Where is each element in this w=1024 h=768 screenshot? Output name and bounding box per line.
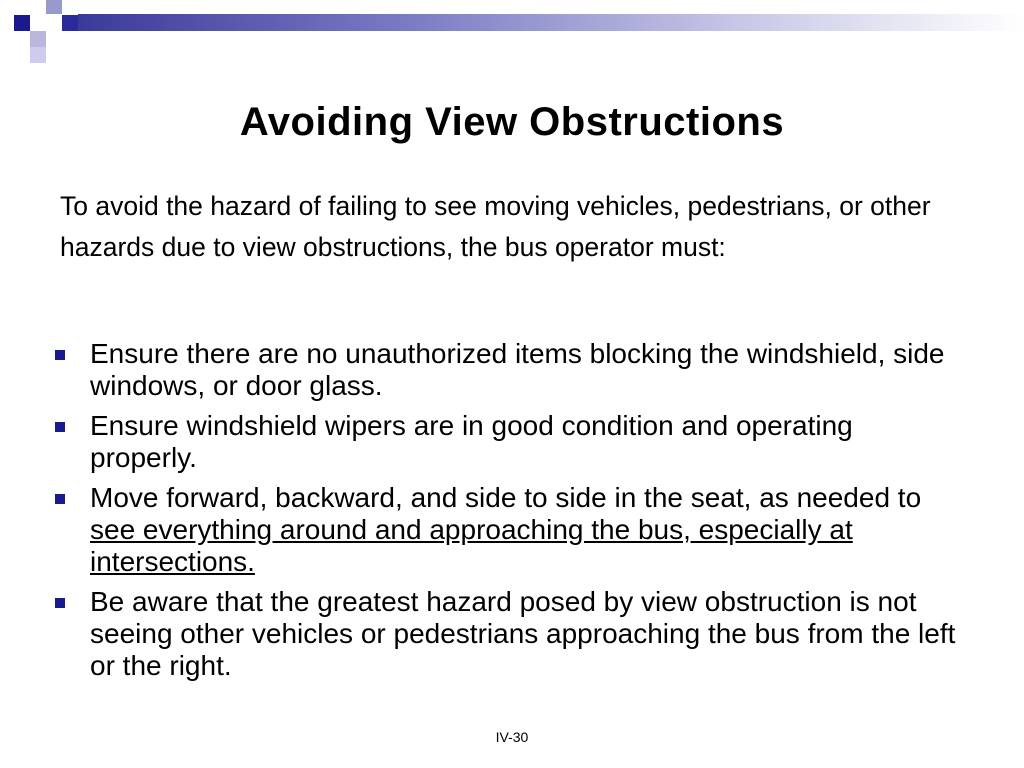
header-gradient-bar — [78, 14, 1024, 31]
bullet-text-1: Ensure there are no unauthorized items blocking the windshield, side windows, or door glass. — [90, 338, 945, 401]
bullet-item-1 — [50, 338, 960, 402]
bullet-text-2: Ensure windshield wipers are in good condition and operating properly. — [90, 410, 853, 473]
header-square-light-2 — [30, 31, 46, 47]
square-bullet-icon — [55, 494, 65, 504]
square-bullet-icon — [55, 598, 65, 608]
header-square-dark-1 — [14, 15, 30, 31]
bullet-list — [50, 338, 960, 690]
header-square-light-1 — [46, 0, 62, 14]
bullet-item-2 — [50, 410, 960, 474]
bullet-text-3: Move forward, backward, and side to side in the seat, as needed to — [90, 482, 922, 513]
bullet-item-3 — [50, 482, 960, 578]
bullet-item-4 — [50, 586, 960, 682]
intro-paragraph: To avoid the hazard of failing to see moving vehicles, pedestrians, or other hazards due to view obstructions, the bus operator must: — [60, 191, 931, 262]
square-bullet-icon — [55, 350, 65, 360]
header-decoration — [0, 0, 1024, 64]
slide-title: Avoiding View Obstructions — [239, 100, 785, 144]
bullet-text-3-underlined: see everything around and approaching the bus, especially at intersections. — [90, 514, 853, 577]
header-square-light-3 — [30, 47, 46, 63]
page-number: IV-30 — [495, 729, 529, 745]
header-square-dark-2 — [62, 15, 78, 31]
bullet-text-4: Be aware that the greatest hazard posed by view obstruction is not seeing other vehicles or pedestrians approaching the bus from the left or the right. — [90, 586, 956, 681]
square-bullet-icon — [55, 422, 65, 432]
